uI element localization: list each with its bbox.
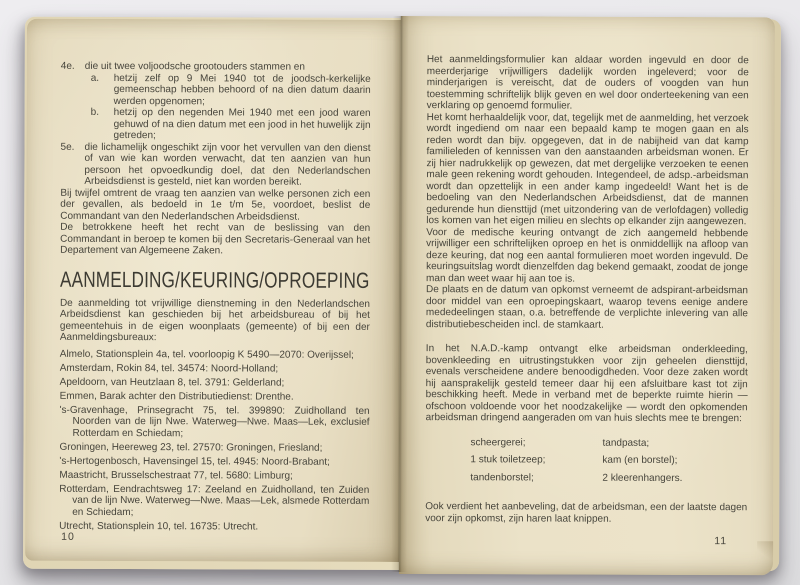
bureau-entry: Groningen, Heereweg 23, tel. 27570: Groningen, Friesland; xyxy=(59,441,323,454)
bureau-entry: Apeldoorn, van Heutzlaan 8, tel. 3791: Gelderland; xyxy=(59,376,285,389)
supply-item: 2 kleerenhangers. xyxy=(602,472,683,484)
bureau-entry: 's-Gravenhage, Prinsegracht 75, tel. 399890: Zuidholland ten Noorden van de lijn Nwe. Waterweg—Nwe. Maas—Lek, exclusief Rotterdam en Schiedam; xyxy=(59,404,370,439)
supply-column-2 xyxy=(602,434,742,487)
bureau-entry: Almelo, Stationsplein 4a, tel. voorloopig K 5490—2070: Overijssel; xyxy=(59,348,354,361)
paragraph: Het aanmeldingsformulier kan aldaar worden ingevuld en door de meerderjarige vrijwilligers dadelijk worden ingeleverd; voor de minderjarigen is vereischt, dat de ouders of voogden van hun toestemming schriftelijk blijk geven en wel door onderteekening van een verklaring op genoemd formulier. xyxy=(426,54,749,112)
paragraph: Het komt herhaaldelijk voor, dat, tegelijk met de aanmelding, het verzoek wordt ingediend om naar een bepaald kamp te mogen gaan en als reden wordt dan bijv. opgegeven, dat in de nabijheid van dat kamp familieleden of kennissen van den aanstaanden arbeidsman wonen. Er zij hier nadrukkelijk op gewezen, dat met dergelijke verzoeken te eenen male geen rekening wordt gehouden. Integendeel, de adsp.-arbeidsman wordt dan opzettelijk in een ander kamp ingedeeld! Want het is de bedoeling van den Nederlandschen Arbeidsdienst, dat de mannen gedurende hun diensttijd (met uitzondering van de verlofdagen) volledig los komen van het eigen milieu en slechts op elkander zijn aangewezen. xyxy=(426,111,749,228)
supply-column-1 xyxy=(470,434,602,487)
page-number-left: 10 xyxy=(61,530,75,543)
supply-item: tandpasta; xyxy=(602,437,650,449)
supply-item: 1 stuk toiletzeep; xyxy=(470,454,546,466)
intro-paragraph: De aanmelding tot vrijwillige dienstneming in den Nederlandschen Arbeidsdienst kan geschieden bij het arbeidsbureau of bij het gemeentehuis in de eigen woonplaats (gemeente) of bij een der Aanmeldingsbureaux: xyxy=(59,297,370,344)
list-subitem-4e-b xyxy=(91,107,371,142)
right-page xyxy=(399,16,775,575)
list-subitem-text: hetzij zelf op 9 Mei 1940 tot de joodsch-kerkelijke gemeenschap hebben behoord of na dien datum daarin werden opgenomen; xyxy=(113,72,371,107)
paragraph: In het N.A.D.-kamp ontvangt elke arbeidsman onderkleeding, bovenkleeding en uitrustingstukken voor zijn geheelen diensttijd, evenals verscheidene andere benoodigdheden. Voor deze zaken wordt hij aansprakelijk gesteld temeer daar hij een afsluitbare kast tot zijn beschikking heeft. Mede in verband met de beperkte ruimte hierin — ofschoon voldoende voor het noodzakelijke — wordt den opkomenden arbeidsman dringend aangeraden om van huis slechts mee te brengen: xyxy=(425,343,748,425)
right-page-content xyxy=(399,16,775,525)
bureau-entry: Emmen, Barak achter den Distributiedienst: Drenthe. xyxy=(59,390,294,403)
bureau-entry: Rotterdam, Eendrachtsweg 17: Zeeland en Zuidholland, ten Zuiden van de lijn Nwe. Waterweg—Nwe. Maas—Lek, alsmede Rotterdam en Schiedam; xyxy=(59,483,370,518)
list-subitem-label: b. xyxy=(90,106,99,118)
closing-paragraph: Ook verdient het aanbeveling, dat de arbeidsman, een der laatste dagen voor zijn opkomst, zijn haren laat knippen. xyxy=(425,501,748,525)
section-heading: AANMELDING/KEURING/OPROEPING xyxy=(60,266,370,293)
paragraph: Bij twijfel omtrent de vraag ten aanzien van welke personen zich een der gevallen, als bedoeld in 1e t/m 5e, voordoet, beslist de Commandant van den Nederlandschen Arbeidsdienst. xyxy=(60,187,371,223)
bureau-entry: Utrecht, Stationsplein 10, tel. 16735: Utrecht. xyxy=(59,520,259,533)
paragraph: De betrokkene heeft het recht van de beslissing van den Commandant in beroep te komen bij den Secretaris-Generaal van het Departement van Algemeene Zaken. xyxy=(60,221,371,257)
supply-list xyxy=(470,434,747,487)
page-number-right: 11 xyxy=(714,534,728,547)
bureau-entry: 's-Hertogenbosch, Havensingel 15, tel. 4945: Noord-Brabant; xyxy=(59,455,330,468)
supply-item: kam (en borstel); xyxy=(602,454,678,466)
left-page-content xyxy=(25,19,401,533)
list-subitem-text: hetzij op den negenden Mei 1940 met een jood waren gehuwd of na dien datum met een jood in het huwelijk zijn getreden; xyxy=(113,106,371,142)
supply-item: tandenborstel; xyxy=(470,471,534,483)
bureau-entry: Maastricht, Brusselschestraat 77, tel. 5680: Limburg; xyxy=(59,469,293,482)
list-subitem-label: a. xyxy=(90,72,100,84)
list-subitem-4e-a xyxy=(91,72,371,107)
bureau-entry: Amsterdam, Rokin 84, tel. 34574: Noord-Holland; xyxy=(59,362,279,375)
list-item-text: die uit twee voljoodsche grootouders stammen en xyxy=(84,60,305,73)
paragraph: Voor de medische keuring ontvangt de zich aangemeld hebbende vrijwilliger een schriftelijken oproep en het is onmiddellijk na afloop van deze keuring, dat nog een aantal formulieren moet worden ingevuld. De keuringsuitslag wordt dienzelfden dag bekend gemaakt, zoodat de jonge man dan weet waar hij aan toe is. xyxy=(426,226,749,285)
list-item-label: 5e. xyxy=(60,141,75,153)
left-page xyxy=(25,19,401,562)
paragraph: De plaats en de datum van opkomst verneemt de adspirant-arbeidsman door middel van een oproepingskaart, waarop tevens eenige andere mededeelingen staan, o.a. betreffende de verplichte inlevering van alle distributiebescheiden incl. de stamkaart. xyxy=(425,284,749,331)
list-item-5e xyxy=(60,141,370,188)
page-corner-crease xyxy=(757,541,773,567)
list-item-label: 4e. xyxy=(60,60,75,72)
list-item-text: die lichamelijk ongeschikt zijn voor het vervullen van den dienst of van wie kan worden verwacht, dat ten aanzien van hun persoon het opvoedkundig doel, dat den Nederlandschen Arbeidsdienst is gesteld, niet kan worden bereikt. xyxy=(84,141,371,188)
open-booklet xyxy=(21,11,781,580)
supply-item: scheergerei; xyxy=(470,436,526,448)
